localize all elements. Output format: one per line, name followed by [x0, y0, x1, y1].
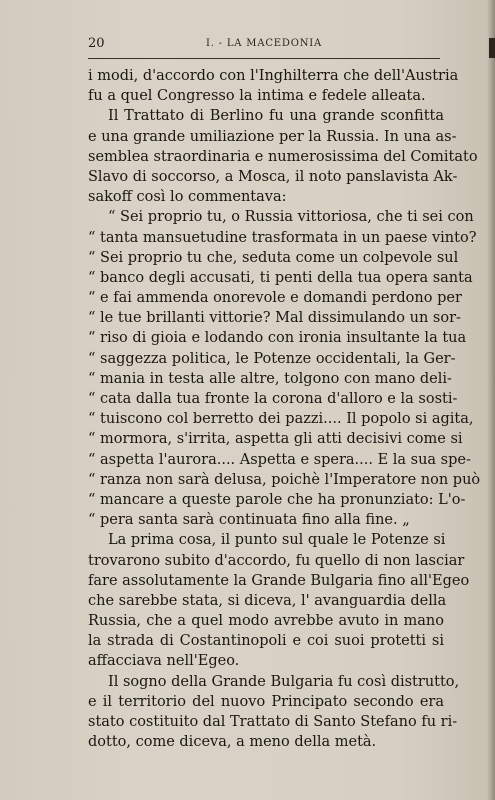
header-rule — [88, 58, 440, 59]
text-line: “ e fai ammenda onorevole e domandi perdono per — [88, 290, 462, 307]
text-line: “ le tue brillanti vittorie? Mal dissimulando un sor- — [88, 310, 461, 327]
page-edge-shadow — [487, 0, 495, 800]
text-line: fu a quel Congresso la intima e fedele alleata. — [88, 88, 426, 105]
text-line: “ banco degli accusati, ti penti della tua opera santa — [88, 269, 473, 286]
text-line: “ mania in testa alle altre, tolgono con mano deli- — [88, 370, 452, 387]
text-line: La prima cosa, il punto sul quale le Potenze si — [108, 532, 446, 549]
text-line: la strada di Costantinopoli e coi suoi protetti si — [88, 633, 444, 650]
text-line: “ Sei proprio tu, o Russia vittoriosa, che ti sei con — [108, 209, 474, 226]
text-line: e il territorio del nuovo Principato secondo era — [88, 693, 444, 710]
text-line: stato costituito dal Trattato di Santo Stefano fu ri- — [88, 714, 458, 730]
text-line: semblea straordinaria e numerosissima del Comitato — [88, 148, 478, 165]
page-edge-mark — [489, 38, 495, 58]
text-line: Russia, che a quel modo avrebbe avuto in mano — [88, 613, 444, 630]
text-line: i modi, d'accordo con l'Inghilterra che dell'Austria — [88, 68, 459, 84]
text-line: “ Sei proprio tu che, seduta come un colpevole sul — [88, 249, 459, 266]
text-line: Il sogno della Grande Bulgaria fu così distrutto, — [108, 673, 460, 690]
text-line: “ cata dalla tua fronte la corona d'alloro e la sosti- — [88, 391, 458, 407]
text-line: “ pera santa sarà continuata fino alla fine. „ — [88, 512, 410, 529]
text-line: affacciava nell'Egeo. — [88, 653, 240, 670]
text-line: “ riso di gioia e lodando con ironia insultante la tua — [88, 330, 467, 347]
text-line: Slavo di soccorso, a Mosca, il noto panslavista Ak- — [88, 168, 458, 185]
running-title: I. - LA MACEDONIA — [205, 38, 323, 49]
text-line: e una grande umiliazione per la Russia. In una as- — [88, 128, 457, 145]
page-header — [88, 36, 440, 54]
text-line: trovarono subito d'accordo, fu quello di non lasciar — [88, 552, 465, 569]
text-line: “ tuiscono col berretto dei pazzi.... Il popolo si agita, — [88, 411, 474, 428]
text-line: che sarebbe stata, si diceva, l' avanguardia della — [88, 592, 447, 609]
text-line: fare assolutamente la Grande Bulgaria fino all'Egeo — [88, 572, 470, 589]
text-line: “ tanta mansuetudine trasformata in un paese vinto? — [88, 229, 477, 246]
text-line: sakoff così lo commentava: — [88, 189, 287, 206]
text-line: Il Trattato di Berlino fu una grande sconfitta — [108, 108, 444, 125]
text-line: “ saggezza politica, le Potenze occidentali, la Ger- — [88, 350, 456, 367]
text-line: “ ranza non sarà delusa, poichè l'Imperatore non può — [88, 471, 481, 488]
text-line: dotto, come diceva, a meno della metà. — [88, 734, 377, 751]
text-line: “ mormora, s'irrita, aspetta gli atti decisivi come si — [88, 431, 463, 448]
text-line: “ aspetta l'aurora.... Aspetta e spera.... E la sua spe- — [88, 451, 471, 468]
text-line: “ mancare a queste parole che ha pronunziato: L'o- — [88, 491, 466, 508]
body-text — [88, 66, 481, 752]
page-number: 20 — [88, 36, 105, 51]
